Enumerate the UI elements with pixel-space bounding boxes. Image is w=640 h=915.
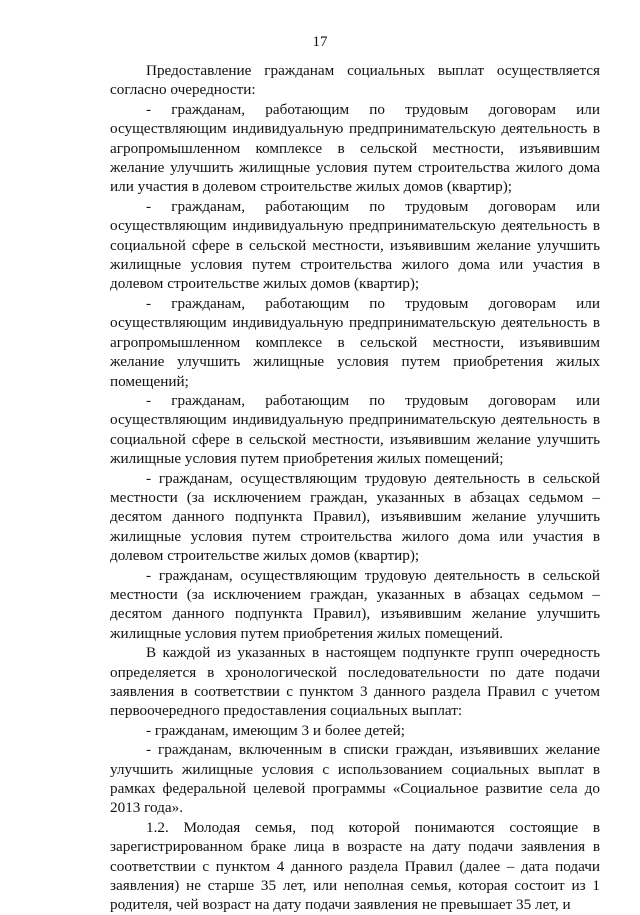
list-item-rural-purchase: - гражданам, осуществляющим трудовую деятельность в сельской местности (за исключением граждан, указанных в абзацах седьмом – десятом данного подпункта Правил), изъявившим желание улучшить жилищные условия путем приобретения жилых помещений. [110,566,600,642]
list-item-agro-purchase: - гражданам, работающим по трудовым договорам или осуществляющим индивидуальную предпринимательскую деятельность в агропромышленном комплексе в сельской местности, изъявившим желание улучшить жилищные условия путем приобретения жилых помещений; [110,294,600,390]
list-item-social-construction: - гражданам, работающим по трудовым договорам или осуществляющим индивидуальную предпринимательскую деятельность в социальной сфере в сельской местности, изъявившим желание улучшить жилищные условия путем строительства жилого дома или участия в долевом строительстве жилых домов (квартир); [110,197,600,293]
list-item-federal-program: - гражданам, включенным в списки граждан, изъявивших желание улучшить жилищные условия с использованием социальных выплат в рамках федеральной целевой программы «Социальное развитие села до 2013 года». [110,741,600,817]
paragraph-intro: Предоставление гражданам социальных выплат осуществляется согласно очередности: [110,62,600,99]
list-item-agro-construction: - гражданам, работающим по трудовым договорам или осуществляющим индивидуальную предпринимательскую деятельность в агропромышленном комплексе в сельской местности, изъявившим желание улучшить жилищные условия путем строительства жилого дома или участия в долевом строительстве жилых домов (квартир); [110,100,600,196]
list-item-social-purchase: - гражданам, работающим по трудовым договорам или осуществляющим индивидуальную предпринимательскую деятельность в социальной сфере в сельской местности, изъявившим желание улучшить жилищные условия путем приобретения жилых помещений; [110,391,600,468]
page-number: 17 [312,34,328,50]
document-body [110,61,600,915]
list-item-rural-construction: - гражданам, осуществляющим трудовую деятельность в сельской местности (за исключением граждан, указанных в абзацах седьмом – десятом данного подпункта Правил), изъявившим желание улучшить жилищные условия путем строительства жилого дома или участия в долевом строительстве жилых домов (квартир); [110,469,600,565]
paragraph-order-rules: В каждой из указанных в настоящем подпункте групп очередность определяется в хронологической последовательности по дате подачи заявления в соответствии с пунктом 3 данного раздела Правил с учетом первоочередного предоставления социальных выплат: [110,644,600,720]
paragraph-section-1-2: 1.2. Молодая семья, под которой понимаются состоящие в зарегистрированном браке лица в возрасте на дату подачи заявления в соответствии с пунктом 4 данного раздела Правил (далее – дата подачи заявления) не старше 35 лет, или неполная семья, которая состоит из 1 родителя, чей возраст на дату подачи заявления не превышает 35 лет, и [110,818,600,914]
list-item-large-families: - гражданам, имеющим 3 и более детей; [146,721,405,739]
